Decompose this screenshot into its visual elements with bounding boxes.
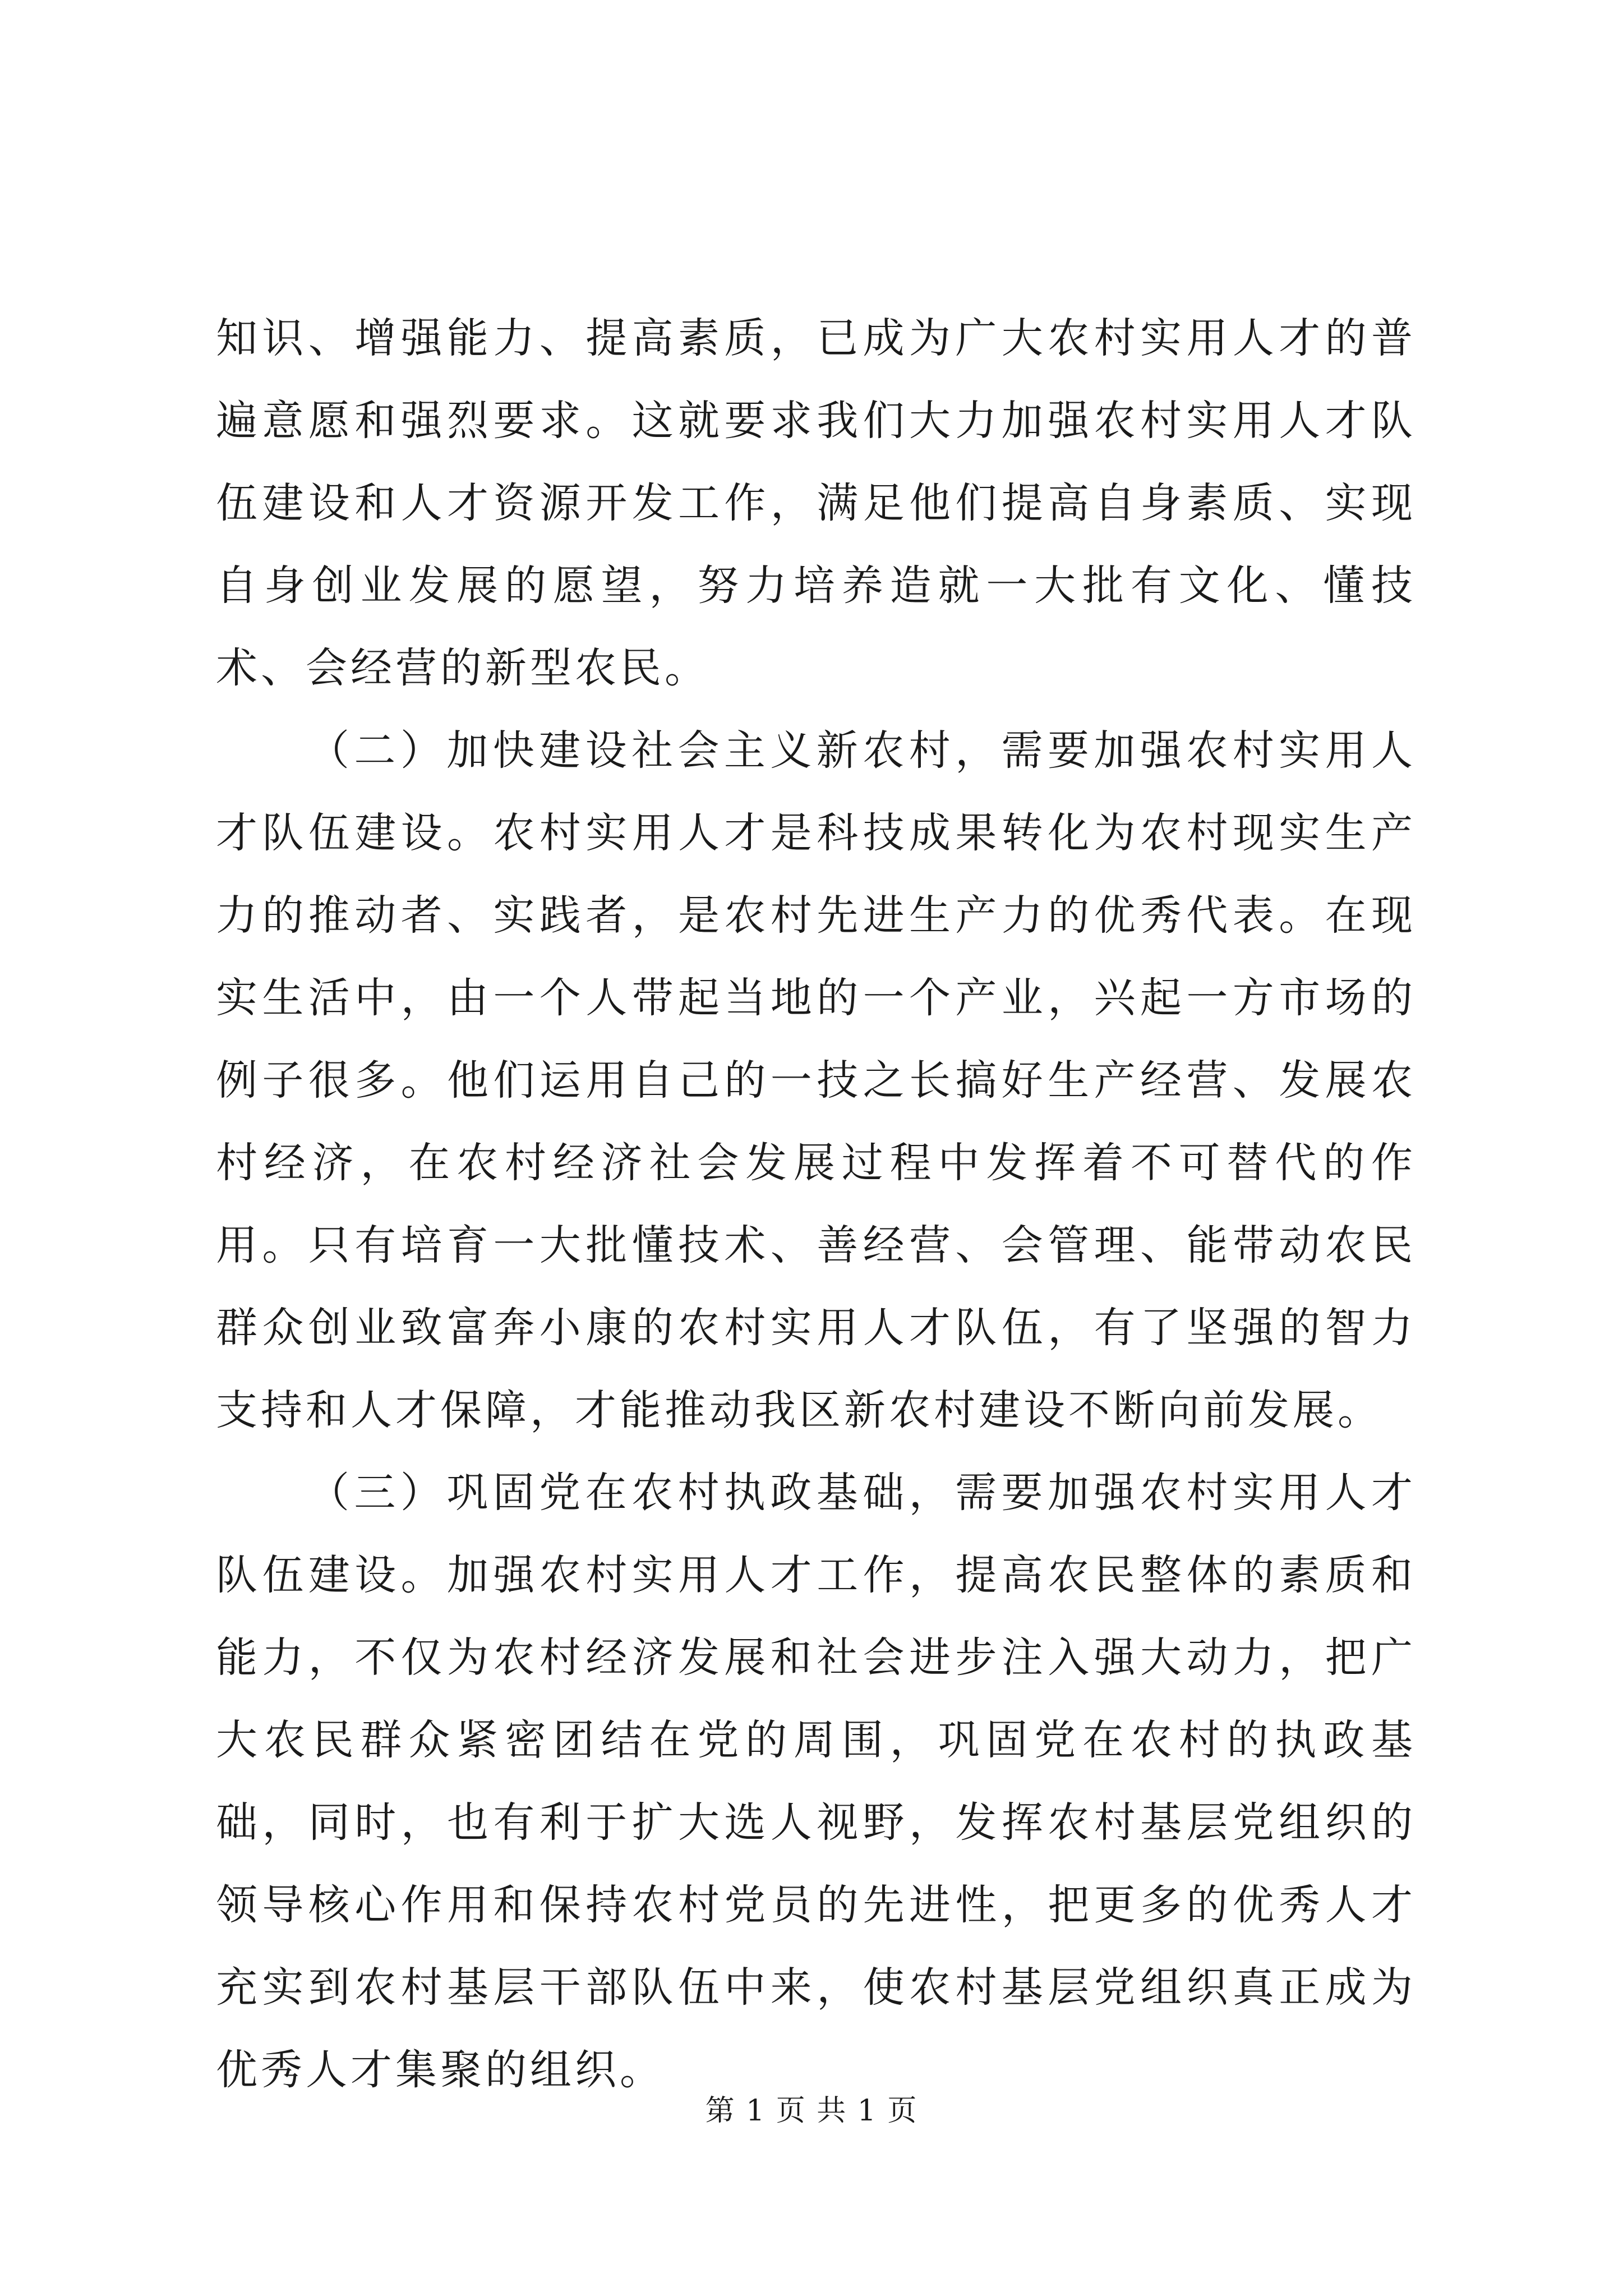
page-footer: 第 1 页 共 1 页 [705, 2094, 918, 2128]
paragraph-section-three: （三）巩固党在农村执政基础，需要加强农村实用人才队伍建设。加强农村实用人才工作，提高农民整体的素质和能力，不仅为农村经济发展和社会进步注入强大动力，把广大农民群众紧密团结在党的周围，巩固党在农村的执政基础，同时，也有利于扩大选人视野，发挥农村基层党组织的领导核心作用和保持农村党员的先进性，把更多的优秀人才充实到农村基层干部队伍中来，使农村基层党组织真正成为优秀人才集聚的组织。 [216, 1469, 1416, 2094]
paragraph-section-two: （二）加快建设社会主义新农村，需要加强农村实用人才队伍建设。农村实用人才是科技成果转化为农村现实生产力的推动者、实践者，是农村先进生产力的优秀代表。在现实生活中，由一个人带起当地的一个产业，兴起一方市场的例子很多。他们运用自己的一技之长搞好生产经营、发展农村经济，在农村经济社会发展过程中发挥着不可替代的作用。只有培育一大批懂技术、善经营、会管理、能带动农民群众创业致富奔小康的农村实用人才队伍，有了坚强的智力支持和人才保障，才能推动我区新农村建设不断向前发展。 [216, 726, 1416, 1434]
document-body [216, 297, 1416, 2111]
paragraph-continued: 知识、增强能力、提高素质，已成为广大农村实用人才的普遍意愿和强烈要求。这就要求我们大力加强农村实用人才队伍建设和人才资源开发工作，满足他们提高自身素质、实现自身创业发展的愿望，努力培养造就一大批有文化、懂技术、会经营的新型农民。 [216, 314, 1416, 692]
